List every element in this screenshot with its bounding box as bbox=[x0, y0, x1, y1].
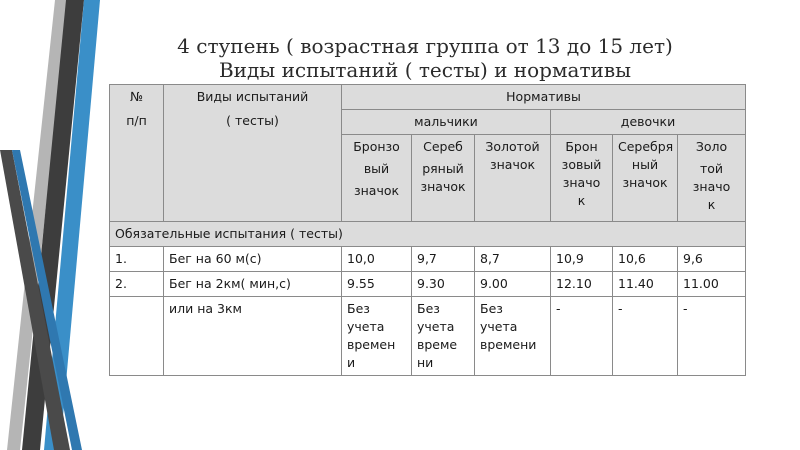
badge-text: значок bbox=[420, 179, 466, 194]
header-norms: Нормативы bbox=[342, 85, 746, 110]
header-num bbox=[110, 85, 164, 222]
section-row bbox=[110, 222, 746, 247]
badge-text: зовый bbox=[561, 157, 602, 172]
value-text: времен bbox=[347, 337, 396, 352]
badge-girls-silver bbox=[613, 135, 678, 222]
badge-text: Серебря bbox=[618, 139, 674, 154]
header-types bbox=[164, 85, 342, 222]
header-row-1 bbox=[110, 85, 746, 110]
value-text: учета bbox=[347, 319, 385, 334]
header-num-line1: № bbox=[129, 89, 143, 104]
badge-text: значок bbox=[353, 183, 400, 198]
value-text: Без bbox=[480, 301, 503, 316]
badge-text: к bbox=[577, 193, 586, 208]
header-types-line2: ( тесты) bbox=[226, 113, 279, 128]
row-value: 9.30 bbox=[412, 272, 475, 297]
badge-text: Золо bbox=[695, 139, 728, 154]
row-value: 11.40 bbox=[613, 272, 678, 297]
header-types-line1: Виды испытаний bbox=[196, 89, 309, 104]
row-value: 10,6 bbox=[613, 247, 678, 272]
table-row bbox=[110, 247, 746, 272]
value-text: ни bbox=[417, 355, 434, 370]
norms-table bbox=[109, 84, 746, 376]
value-text: време bbox=[417, 337, 458, 352]
row-name: Бег на 60 м(с) bbox=[164, 247, 342, 272]
badge-text: значо bbox=[562, 175, 601, 190]
row-value: 9,7 bbox=[412, 247, 475, 272]
header-girls: девочки bbox=[551, 110, 746, 135]
value-text: учета bbox=[417, 319, 455, 334]
header-num-line2: п/п bbox=[126, 113, 147, 128]
badge-text: Бронзо bbox=[353, 139, 400, 154]
slide-title bbox=[130, 34, 720, 82]
badge-girls-bronze bbox=[551, 135, 613, 222]
badge-text: Золотой bbox=[485, 139, 540, 154]
row-value: - bbox=[551, 297, 613, 376]
row-value: 9,6 bbox=[678, 247, 746, 272]
row-value: 9.00 bbox=[475, 272, 551, 297]
badge-text: Брон bbox=[565, 139, 598, 154]
badge-text: Сереб bbox=[423, 139, 463, 154]
row-num bbox=[110, 297, 164, 376]
row-value: - bbox=[613, 297, 678, 376]
title-line-1: 4 ступень ( возрастная группа от 13 до 15 лет) bbox=[177, 34, 673, 58]
row-value: 9.55 bbox=[342, 272, 412, 297]
row-value: 8,7 bbox=[475, 247, 551, 272]
title-line-2: Виды испытаний ( тесты) и нормативы bbox=[218, 58, 632, 82]
header-boys: мальчики bbox=[342, 110, 551, 135]
badge-text: значок bbox=[489, 157, 536, 172]
row-value bbox=[412, 297, 475, 376]
badge-text: значо bbox=[692, 179, 731, 194]
row-value: - bbox=[678, 297, 746, 376]
row-num: 1. bbox=[110, 247, 164, 272]
row-value bbox=[475, 297, 551, 376]
row-value: 11.00 bbox=[678, 272, 746, 297]
value-text: Без bbox=[347, 301, 370, 316]
badge-text: ный bbox=[631, 157, 659, 172]
badge-text: ряный bbox=[422, 161, 464, 176]
row-value: 10,0 bbox=[342, 247, 412, 272]
value-text: времени bbox=[480, 337, 537, 352]
row-value: 12.10 bbox=[551, 272, 613, 297]
value-text: и bbox=[347, 355, 356, 370]
row-name: Бег на 2км( мин,с) bbox=[164, 272, 342, 297]
section-label: Обязательные испытания ( тесты) bbox=[110, 222, 746, 247]
value-text: учета bbox=[480, 319, 518, 334]
badge-boys-bronze bbox=[342, 135, 412, 222]
badge-text: вый bbox=[363, 161, 390, 176]
row-name: или на 3км bbox=[164, 297, 342, 376]
value-text: Без bbox=[417, 301, 440, 316]
row-value: 10,9 bbox=[551, 247, 613, 272]
badge-boys-gold bbox=[475, 135, 551, 222]
badge-boys-silver bbox=[412, 135, 475, 222]
row-value bbox=[342, 297, 412, 376]
badge-text: той bbox=[699, 161, 724, 176]
row-num: 2. bbox=[110, 272, 164, 297]
badge-girls-gold bbox=[678, 135, 746, 222]
table-row bbox=[110, 272, 746, 297]
table-row bbox=[110, 297, 746, 376]
badge-text: значок bbox=[622, 175, 668, 190]
badge-text: к bbox=[707, 197, 716, 212]
